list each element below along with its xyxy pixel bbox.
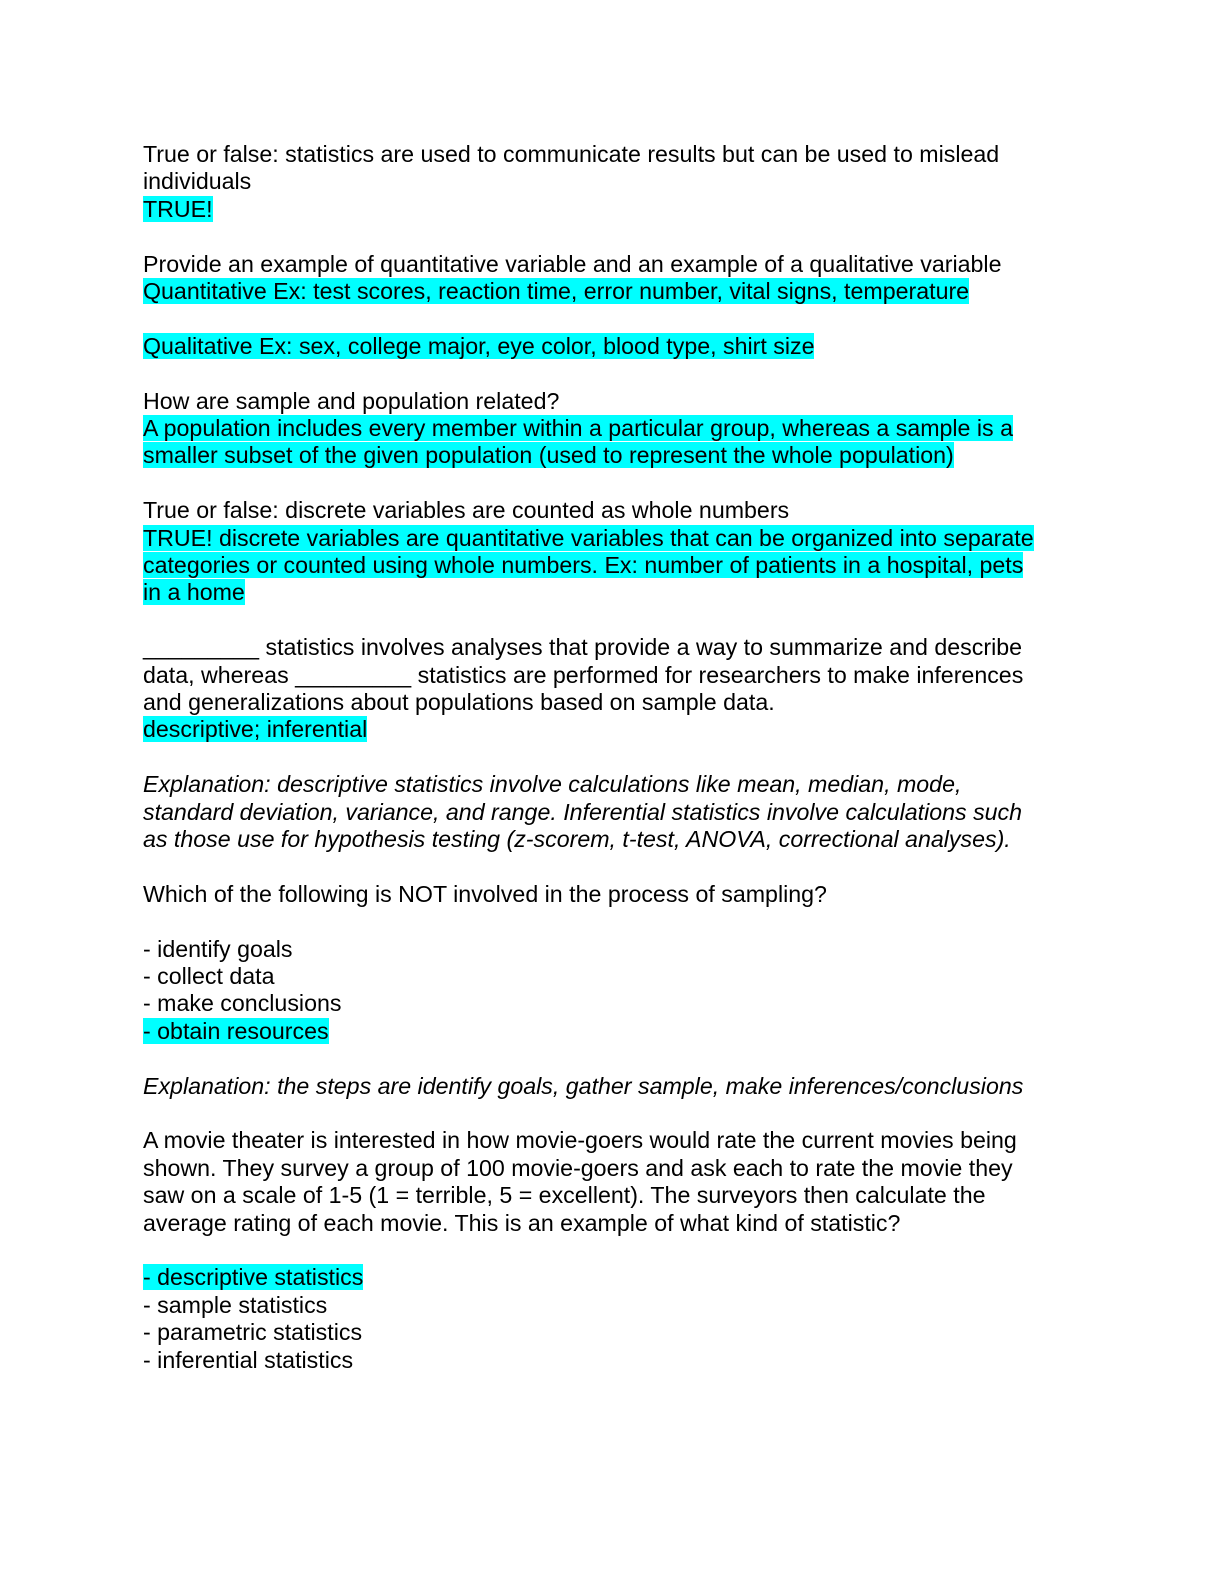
question-7 xyxy=(143,1127,1073,1237)
answer-2-quantitative-text: Quantitative Ex: test scores, reaction time, error number, vital signs, temperature xyxy=(143,278,970,305)
option-inferential-statistics: - inferential statistics xyxy=(143,1346,354,1373)
option-descriptive-statistics-answer: - descriptive statistics xyxy=(143,1264,364,1291)
answer-2-quantitative xyxy=(143,278,1073,305)
question-5-line2: data, whereas _________ statistics are performed for researchers to make inferences xyxy=(143,661,1024,688)
question-1-text-line2: individuals xyxy=(143,168,252,195)
question-7-line3: saw on a scale of 1-5 (1 = terrible, 5 = excellent). The surveyors then calculate the xyxy=(143,1182,986,1209)
answer-4 xyxy=(143,525,1073,607)
question-3-text: How are sample and population related? xyxy=(143,387,560,414)
option-sample-statistics: - sample statistics xyxy=(143,1291,328,1318)
explanation-6 xyxy=(143,1073,1073,1100)
question-1 xyxy=(143,141,1073,196)
question-4 xyxy=(143,497,1073,524)
explanation-6-text: Explanation: the steps are identify goals, gather sample, make inferences/conclusions xyxy=(143,1072,1024,1099)
option-collect-data: - collect data xyxy=(143,963,275,990)
question-5 xyxy=(143,634,1073,716)
answer-2-qualitative xyxy=(143,333,1073,360)
option-identify-goals: - identify goals xyxy=(143,935,293,962)
option-obtain-resources-answer: - obtain resources xyxy=(143,1017,329,1044)
question-2-text: Provide an example of quantitative variable and an example of a qualitative variable xyxy=(143,250,1002,277)
answer-3-line1: A population includes every member within a particular group, whereas a sample is a xyxy=(143,415,1013,442)
answer-3 xyxy=(143,415,1073,470)
answer-4-line3: in a home xyxy=(143,579,245,606)
question-7-line2: shown. They survey a group of 100 movie-goers and ask each to rate the movie they xyxy=(143,1154,1013,1181)
explanation-5 xyxy=(143,771,1073,853)
answer-3-line2: smaller subset of the given population (used to represent the whole population) xyxy=(143,442,954,469)
option-parametric-statistics: - parametric statistics xyxy=(143,1319,363,1346)
question-7-line1: A movie theater is interested in how movie-goers would rate the current movies being xyxy=(143,1127,1017,1154)
explanation-5-line1: Explanation: descriptive statistics involve calculations like mean, median, mode, xyxy=(143,771,962,798)
explanation-5-line3: as those use for hypothesis testing (z-scorem, t-test, ANOVA, correctional analyses). xyxy=(143,826,1011,853)
answer-2-qualitative-text: Qualitative Ex: sex, college major, eye color, blood type, shirt size xyxy=(143,332,815,359)
question-6-options xyxy=(143,936,1073,1046)
question-7-line4: average rating of each movie. This is an example of what kind of statistic? xyxy=(143,1209,901,1236)
answer-5-text: descriptive; inferential xyxy=(143,716,368,743)
answer-4-line1: TRUE! discrete variables are quantitative variables that can be organized into separate xyxy=(143,524,1034,551)
question-5-line3: and generalizations about populations based on sample data. xyxy=(143,689,775,716)
question-6-text: Which of the following is NOT involved in the process of sampling? xyxy=(143,880,827,907)
question-3 xyxy=(143,388,1073,415)
document-page xyxy=(143,141,1073,1374)
answer-5 xyxy=(143,716,1073,743)
question-6 xyxy=(143,881,1073,908)
question-1-text-line1: True or false: statistics are used to communicate results but can be used to mislead xyxy=(143,141,1000,167)
answer-1-text: TRUE! xyxy=(143,195,213,222)
option-make-conclusions: - make conclusions xyxy=(143,990,342,1017)
explanation-5-line2: standard deviation, variance, and range. Inferential statistics involve calculations such xyxy=(143,798,1023,825)
question-5-line1: _________ statistics involves analyses that provide a way to summarize and describe xyxy=(143,634,1023,661)
question-7-options xyxy=(143,1264,1073,1374)
answer-1 xyxy=(143,196,1073,223)
answer-4-line2: categories or counted using whole numbers. Ex: number of patients in a hospital, pets xyxy=(143,552,1024,579)
question-2 xyxy=(143,251,1073,278)
question-4-text: True or false: discrete variables are counted as whole numbers xyxy=(143,497,790,524)
